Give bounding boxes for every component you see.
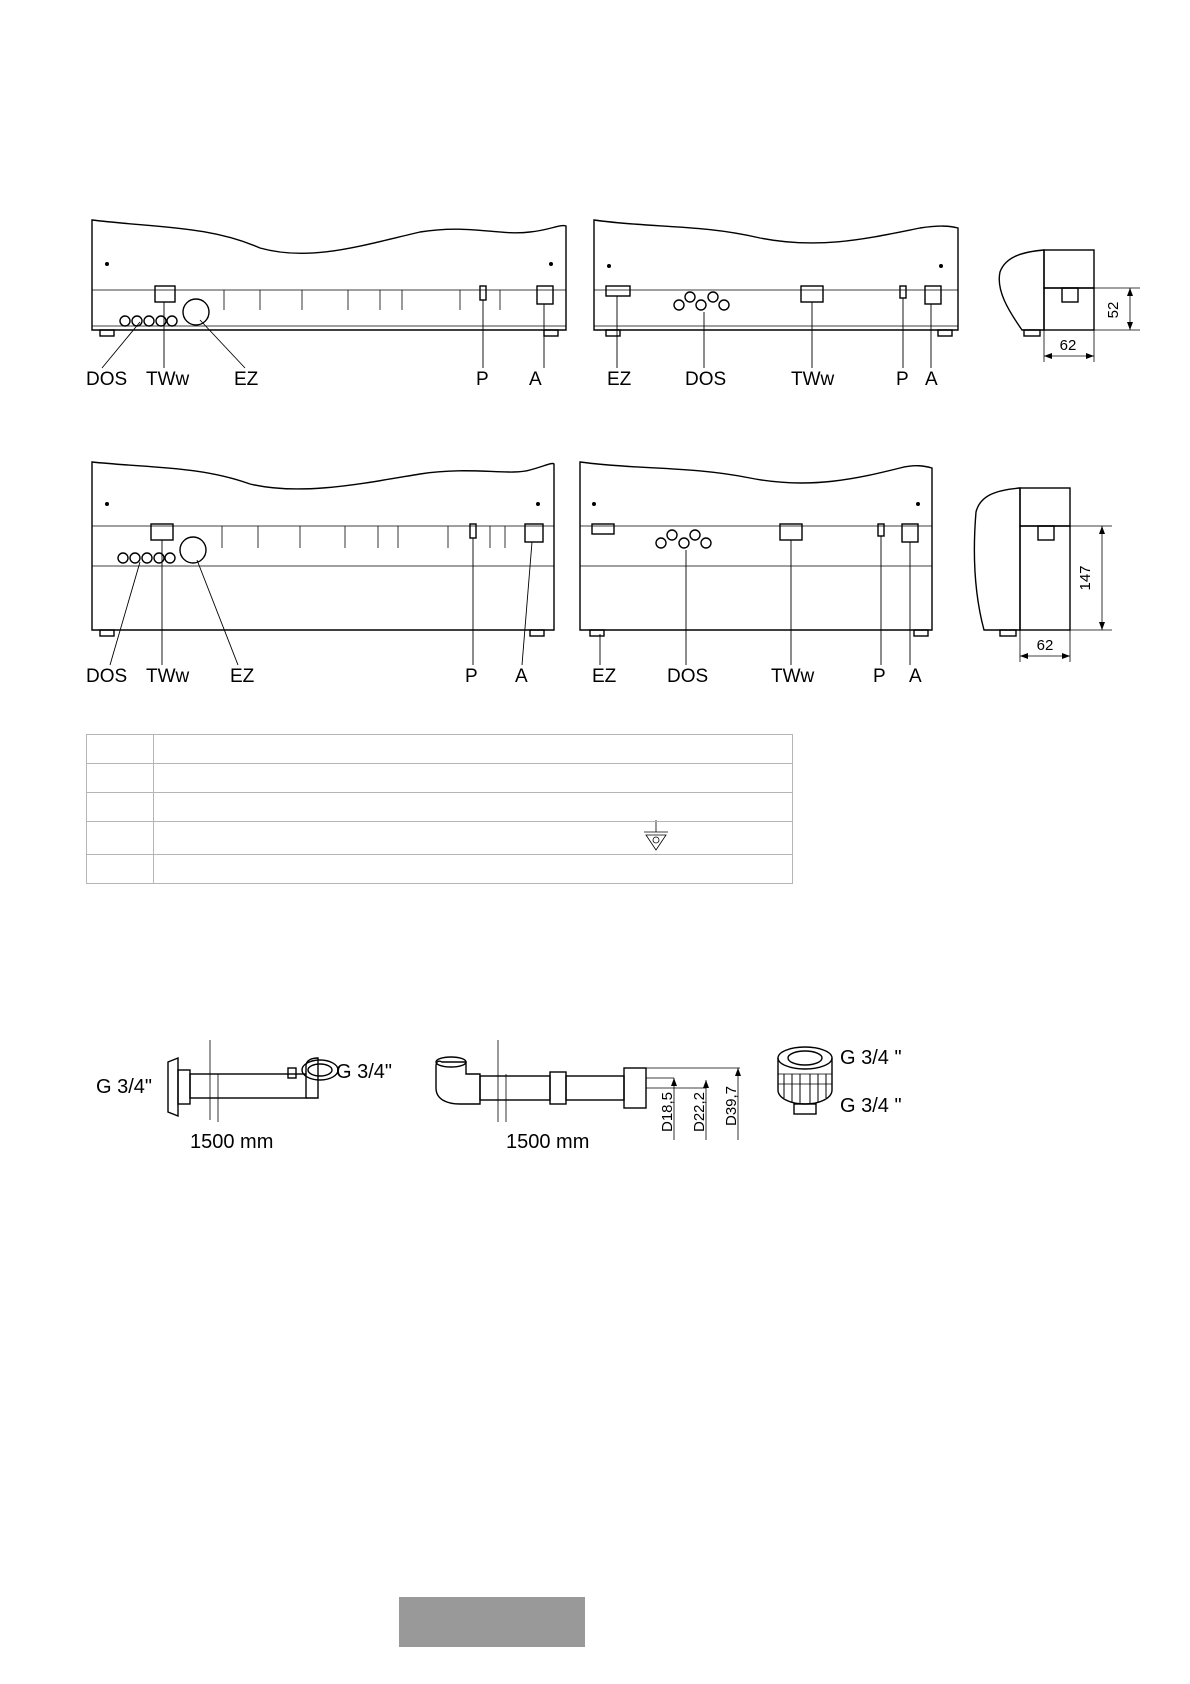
legend-text [154,793,793,822]
label-tww: TWw [146,369,190,390]
label-p: P [896,369,909,390]
legend-row [87,855,793,884]
connection-legend-table [86,734,793,884]
label-tww: TWw [791,369,835,390]
label-p: P [465,666,478,687]
label-dos: DOS [86,666,128,687]
page-footer-bar [399,1597,585,1647]
length-label: 1500 mm [506,1131,590,1153]
label-tww: TWw [146,666,190,687]
machine-view-3 [86,462,554,687]
top-thread-label: G 3/4 " [840,1047,902,1069]
label-dos: DOS [86,369,128,390]
label-a: A [529,369,542,390]
side-view-bottom [974,488,1112,662]
filter-fitting-drawing [778,1047,902,1117]
legend-text [154,855,793,884]
legend-text [154,822,793,855]
machine-view-1 [86,220,566,390]
label-p: P [476,369,489,390]
legend-row [87,822,793,855]
label-a: A [515,666,528,687]
legend-text [154,735,793,764]
dim-depth: 62 [1059,337,1077,354]
side-view-top [999,250,1140,362]
machine-view-2 [594,220,958,390]
right-thread-label: G 3/4" [336,1061,393,1083]
dim-height: 52 [1105,301,1122,319]
dim-height: 147 [1077,565,1094,591]
label-tww: TWw [771,666,815,687]
bottom-thread-label: G 3/4 " [840,1095,902,1117]
legend-row [87,764,793,793]
label-dos: DOS [685,369,727,390]
legend-key [87,855,154,884]
inlet-hose-drawing [96,1040,392,1153]
label-p: P [873,666,886,687]
label-ez: EZ [592,666,617,687]
label-dos: DOS [667,666,709,687]
label-ez: EZ [607,369,632,390]
legend-key [87,793,154,822]
legend-text [154,764,793,793]
d2-label: D22,2 [691,1091,708,1133]
left-thread-label: G 3/4" [96,1076,153,1098]
legend-key [87,735,154,764]
machine-view-4 [580,462,932,687]
legend-row [87,793,793,822]
label-ez: EZ [230,666,255,687]
drain-hose-drawing [436,1040,741,1153]
length-label: 1500 mm [190,1131,274,1153]
dim-depth: 62 [1036,637,1054,654]
label-a: A [925,369,938,390]
label-a: A [909,666,922,687]
legend-row [87,735,793,764]
d3-label: D39,7 [723,1085,740,1127]
d1-label: D18,5 [659,1091,676,1133]
label-ez: EZ [234,369,259,390]
legend-key [87,764,154,793]
legend-key [87,822,154,855]
